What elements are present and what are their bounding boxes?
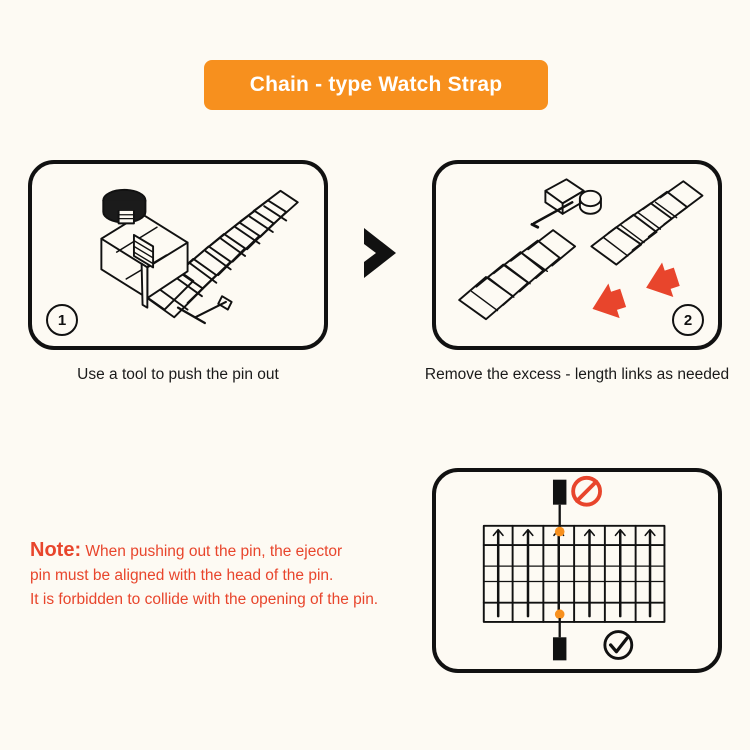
step-number-badge-1: 1 (46, 304, 78, 336)
note-line-2: pin must be aligned with the head of the pin. (30, 567, 334, 584)
step-2-caption: Remove the excess - length links as needed (424, 366, 730, 383)
prohibition-icon (573, 478, 600, 505)
page-title-banner (204, 60, 548, 110)
checkmark-icon (605, 632, 632, 659)
pin-alignment-detail-panel (432, 468, 722, 673)
note-line-3: It is forbidden to collide with the opening of the pin. (30, 591, 379, 608)
step-1-caption: Use a tool to push the pin out (77, 366, 279, 383)
step-1-illustration-panel (28, 160, 328, 350)
misaligned-ejector-pin (553, 480, 566, 537)
note-block (30, 538, 420, 612)
page-title: Chain - type Watch Strap (249, 73, 503, 96)
note-label: Note: (30, 539, 82, 561)
pin-alignment-illustration (436, 472, 718, 669)
aligned-ejector-pin (553, 609, 566, 660)
right-chevron-arrow-icon (352, 222, 414, 284)
step-number-badge-2: 2 (672, 304, 704, 336)
removal-direction-arrows-icon (587, 259, 683, 325)
step-2-illustration-panel (432, 160, 722, 350)
note-line-1: When pushing out the pin, the ejector (85, 543, 343, 560)
